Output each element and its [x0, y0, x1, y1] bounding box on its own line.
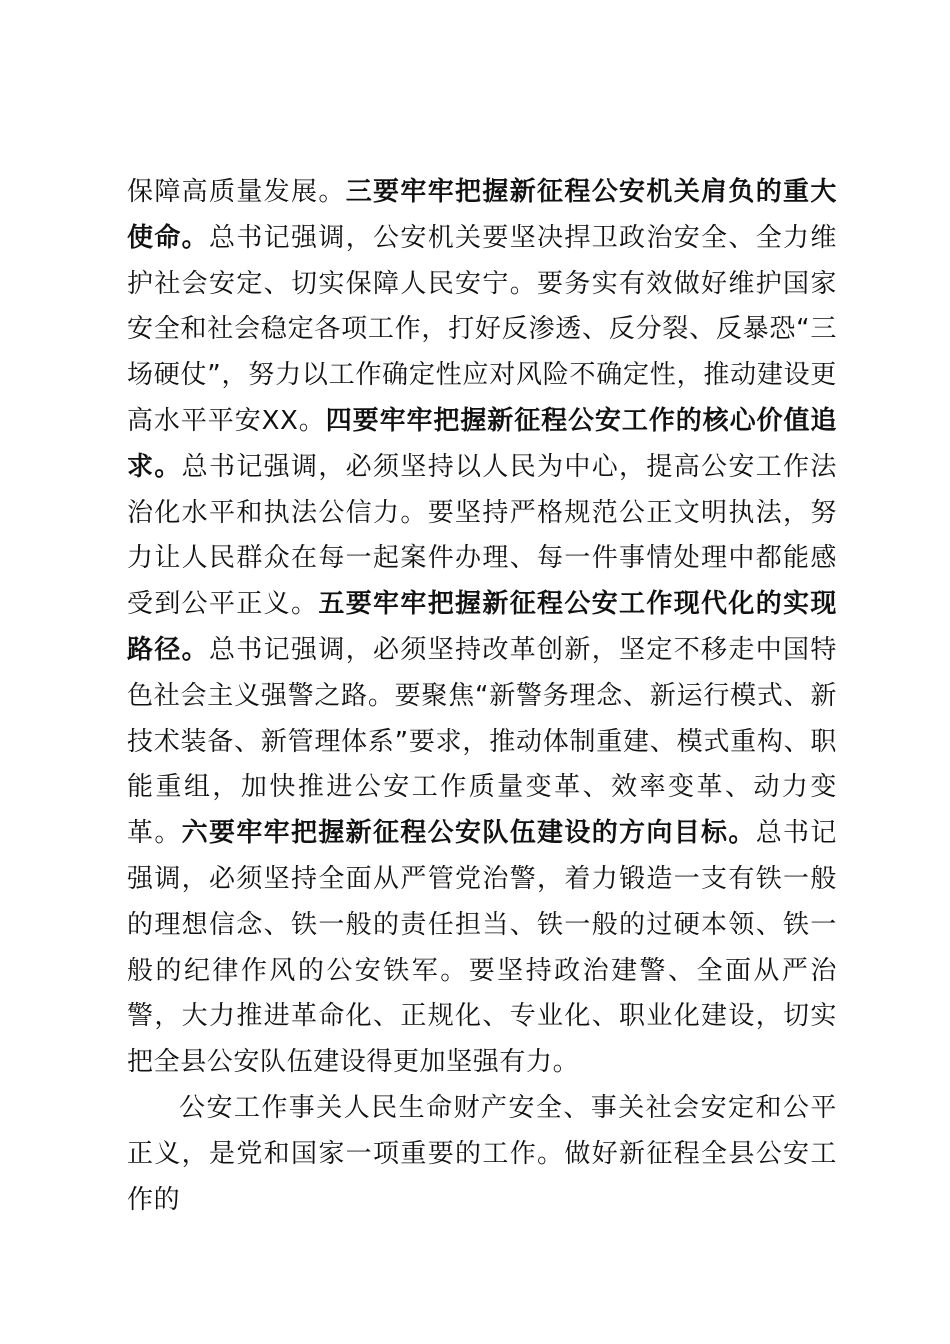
text-segment: 总书记强调，必须坚持全面从严管党治警，着力锻造一支有铁一般的理想信念、铁一般的责任担当、铁一般的过硬本领、铁一般的纪律作风的公安铁军。要坚持政治建警、全面从严治警，大力推进革命化、正规化、专业化、职业化建设，切实把全县公安队伍建设得更加坚强有力。 [127, 818, 837, 1078]
paragraph-2 [127, 1086, 837, 1223]
document-body [127, 170, 837, 1223]
text-segment: 总书记强调，必须坚持改革创新，坚定不移走中国特色社会主义强警之路。要聚焦“新警务理念、新运行模式、新技术装备、新管理体系”要求，推动体制重建、模式重构、职能重组，加快推进公安工作质量变革、效率变革、动力变革。 [127, 634, 837, 849]
bold-heading-6: 六要牢牢把握新征程公安队伍建设的方向目标。 [181, 818, 756, 849]
text-segment: 公安工作事关人民生命财产安全、事关社会安定和公平正义，是党和国家一项重要的工作。做好新征程全县公安工作的 [127, 1092, 837, 1215]
bold-heading-3: 三要牢牢把握新征程公安机关肩负的重大使命。 [127, 177, 837, 253]
text-segment: 总书记强调，必须坚持以人民为中心，提高公安工作法治化水平和执法公信力。要坚持严格规范公正文明执法，努力让人民群众在每一起案件办理、每一件事情处理中都能感受到公平正义。 [127, 451, 837, 620]
text-segment: 总书记强调，公安机关要坚决捍卫政治安全、全力维护社会安定、切实保障人民安宁。要务实有效做好维护国家安全和社会稳定各项工作，打好反渗透、反分裂、反暴恐“三场硬仗”，努力以工作确定性应对风险不确定性，推动建设更高水平平安XX。 [127, 222, 837, 436]
text-segment: 保障高质量发展。 [127, 177, 346, 207]
paragraph-1 [127, 170, 837, 1086]
bold-heading-5: 五要牢牢把握新征程公安工作现代化的实现路径。 [127, 589, 838, 665]
bold-heading-4: 四要牢牢把握新征程公安工作的核心价值追求。 [127, 405, 837, 482]
